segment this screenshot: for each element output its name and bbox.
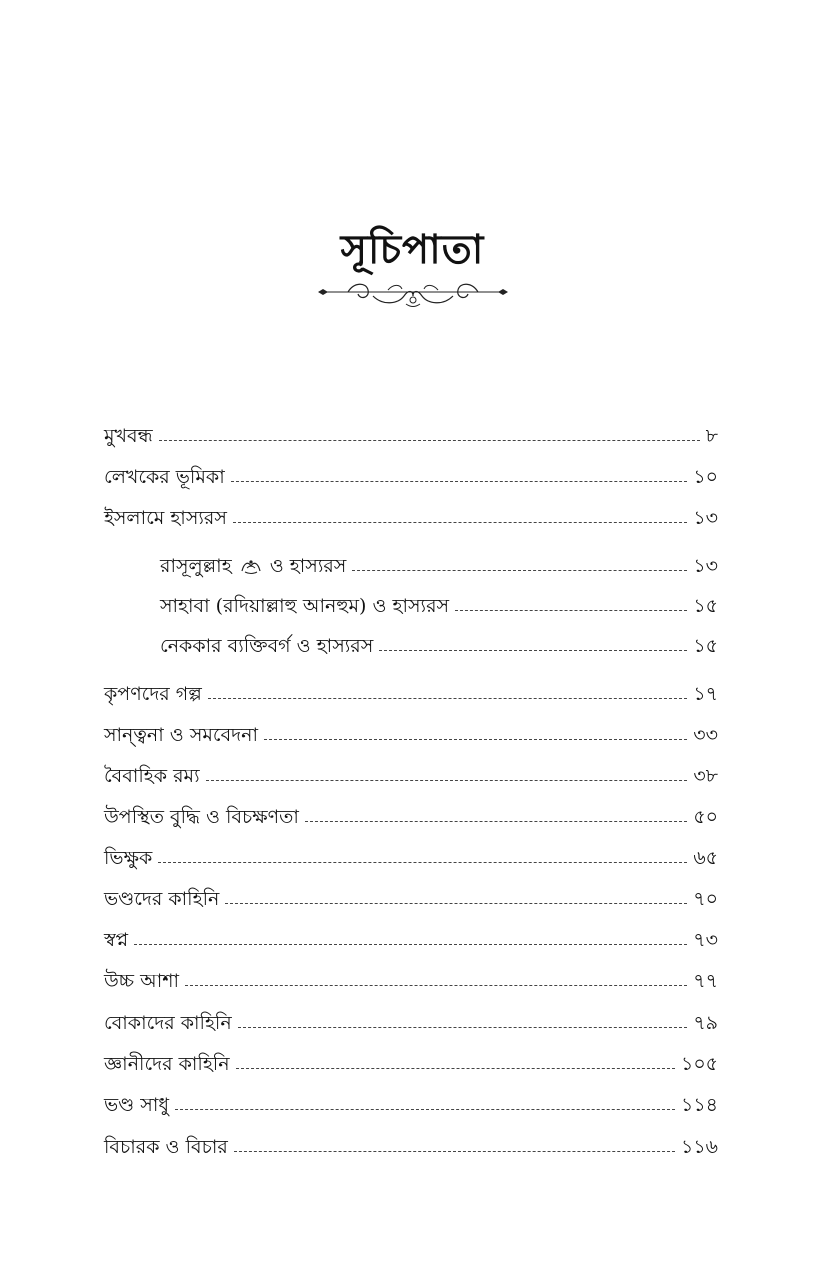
dotted-leader: [185, 984, 687, 986]
toc-page-number: ৭৯: [693, 1012, 718, 1034]
toc-entry-label: [160, 554, 346, 578]
dotted-leader: [134, 943, 687, 945]
dotted-leader: [352, 569, 687, 571]
toc-entry-label: ভণ্ড সাধু: [104, 1094, 170, 1116]
toc-entry-gyanider-kahini[interactable]: [104, 1046, 718, 1076]
toc-page-number: ১৩: [693, 507, 718, 529]
toc-entry-lekhaker-bhumika[interactable]: [104, 459, 718, 489]
dotted-leader: [175, 1108, 675, 1110]
toc-page-number: ৭০: [693, 888, 718, 910]
toc-entry-label-start: রাসূলুল্লাহ: [160, 555, 232, 577]
toc-entry-bhandader-kahini[interactable]: [104, 881, 718, 911]
dotted-leader: [238, 1026, 688, 1028]
dotted-leader: [225, 902, 687, 904]
toc-entry-label: উচ্চ আশা: [104, 970, 179, 992]
dotted-leader: [234, 1150, 675, 1152]
toc-entry-bicharak[interactable]: [104, 1129, 718, 1159]
dotted-leader: [231, 480, 688, 482]
toc-entry-bokader-kahini[interactable]: [104, 1005, 718, 1035]
toc-entry-label: ভিক্ষুক: [104, 847, 153, 869]
toc-page-number: ৬৫: [693, 847, 718, 869]
toc-entry-baibahik-ramya[interactable]: [104, 758, 718, 788]
dotted-leader: [233, 521, 687, 523]
toc-entry-label: ইসলামে হাস্যরস: [104, 507, 227, 529]
toc-page-number: ১৭: [693, 683, 718, 705]
toc-page-number: ৭৩: [693, 929, 718, 951]
toc-entry-label: নেককার ব্যক্তিবর্গ ও হাস্যরস: [160, 635, 374, 657]
dotted-leader: [455, 609, 687, 611]
dotted-leader: [158, 861, 687, 863]
toc-entry-swapna[interactable]: [104, 922, 718, 952]
toc-subentry-sahaba[interactable]: [160, 588, 718, 618]
toc-entry-mukhabandha[interactable]: [104, 418, 718, 448]
dotted-leader: [264, 738, 687, 740]
toc-page-number: ৭৭: [693, 970, 718, 992]
toc-page-number: ৩৮: [693, 765, 718, 787]
toc-entry-label: কৃপণদের গল্প: [104, 683, 202, 705]
dotted-leader: [305, 820, 687, 822]
toc-entry-label: সাহাবা (রদিয়াল্লাহু আনহুম) ও হাস্যরস: [160, 595, 450, 617]
toc-page-number: ১১৬: [680, 1136, 718, 1158]
toc-subentry-nekkar[interactable]: [160, 628, 718, 658]
dotted-leader: [236, 1067, 675, 1069]
dotted-leader: [206, 779, 688, 781]
toc-entry-label: ভণ্ডদের কাহিনি: [104, 888, 220, 910]
salawat-calligraphy-icon: [240, 557, 262, 575]
toc-entry-islame-hasyaras[interactable]: [104, 500, 718, 530]
toc-entry-upasthit-buddhi[interactable]: [104, 799, 718, 829]
toc-entry-label: সান্ত্বনা ও সমবেদনা: [104, 724, 258, 746]
toc-page-number: ৫০: [693, 806, 718, 828]
dotted-leader: [379, 649, 687, 651]
toc-entry-kripander-galpa[interactable]: [104, 676, 718, 706]
toc-page-number: ১৩: [693, 555, 718, 577]
toc-entry-label: উপস্থিত বুদ্ধি ও বিচক্ষণতা: [104, 806, 299, 828]
toc-entry-label: স্বপ্ন: [104, 929, 129, 951]
toc-entry-label: জ্ঞানীদের কাহিনি: [104, 1053, 230, 1075]
toc-entry-label: বোকাদের কাহিনি: [104, 1012, 232, 1034]
toc-subentry-rasulullah[interactable]: [160, 548, 718, 578]
toc-page-number: ১০৫: [680, 1053, 718, 1075]
toc-page-number: ১৫: [693, 635, 718, 657]
toc-page-number: ৩৩: [693, 724, 718, 746]
dotted-leader: [159, 439, 700, 441]
toc-entry-bhikshuk[interactable]: [104, 840, 718, 870]
toc-page-number: ১১৪: [681, 1094, 718, 1116]
dotted-leader: [208, 697, 688, 699]
page-title: সূচিপাতা: [340, 226, 485, 273]
toc-page-number: ১০: [693, 466, 718, 488]
toc-entry-label: বৈবাহিক রম্য: [104, 765, 200, 787]
toc-entry-label: মুখবন্ধ: [104, 425, 153, 447]
toc-entry-label: বিচারক ও বিচার: [104, 1136, 228, 1158]
toc-entry-uchcha-asha[interactable]: [104, 963, 718, 993]
toc-entry-label: লেখকের ভূমিকা: [104, 466, 225, 488]
toc-entry-bhanda-sadhu[interactable]: [104, 1087, 718, 1117]
toc-entry-label-end: ও হাস্যরস: [269, 555, 347, 577]
toc-page-number: ৮: [705, 425, 718, 447]
toc-entry-santvana[interactable]: [104, 717, 718, 747]
toc-page-number: ১৫: [693, 595, 718, 617]
